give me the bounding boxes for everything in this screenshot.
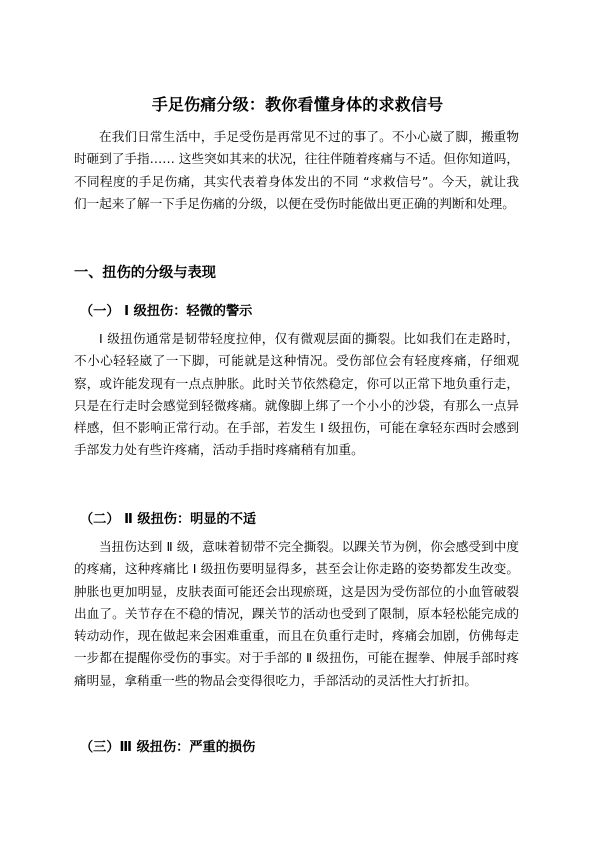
subsection-paragraph-grade1: Ⅰ 级扭伤通常是韧带轻度拉伸，仅有微观层面的撕裂。比如我们在走路时，不小心轻轻崴了一下脚，可能就是这种情况。受伤部位会有轻度疼痛，仔细观察，或许能发现有一点点肿胀。此时关节依然稳定，你可以正常下地负重行走，只是在行走时会感觉到轻微疼痛。就像脚上绑了一个小小的沙袋，有那么一点异样感，但不影响正常行动。在手部，若发生 Ⅰ 级扭伤，可能在拿轻东西时会感到手部发力处有些许疼痛，活动手指时疼痛稍有加重。 [74,331,519,458]
subsection-heading-grade3: （三）Ⅲ 级扭伤：严重的损伤 [80,740,256,755]
document-title: 手足伤痛分级：教你看懂身体的求救信号 [151,95,444,114]
subsection-heading-grade2: （二） Ⅱ 级扭伤：明显的不适 [80,512,257,527]
subsection-paragraph-grade2: 当扭伤达到 Ⅱ 级，意味着韧带不完全撕裂。以踝关节为例，你会感受到中度的疼痛，这种疼痛比 Ⅰ 级扭伤要明显得多，甚至会让你走路的姿势都发生改变。肿胀也更加明显，皮肤表面可能还会出现瘀斑，这是因为受伤部位的小血管破裂出血了。关节存在不稳的情况，踝关节的活动也受到了限制，原本轻松能完成的转动动作，现在做起来会困难重重，而且在负重行走时，疼痛会加剧，仿佛每走一步都在提醒你受伤的事实。对于手部的 Ⅱ 级扭伤，可能在握拳、伸展手部时疼痛明显，拿稍重一些的物品会变得很吃力，手部活动的灵活性大打折扣。 [74,539,519,688]
intro-paragraph: 在我们日常生活中，手足受伤是再常见不过的事了。不小心崴了脚，搬重物时砸到了手指…… 这些突如其来的状况，往往伴随着疼痛与不适。但你知道吗，不同程度的手足伤痛，其实代表着身体发出的不同 “求救信号”。今天，就让我们一起来了解一下手足伤痛的分级，以便在受伤时能做出更正确的判断和处理。 [74,129,519,211]
section-heading-sprain: 一、扭伤的分级与表现 [74,265,216,281]
subsection-heading-grade1: （一） Ⅰ 级扭伤：轻微的警示 [80,304,253,319]
